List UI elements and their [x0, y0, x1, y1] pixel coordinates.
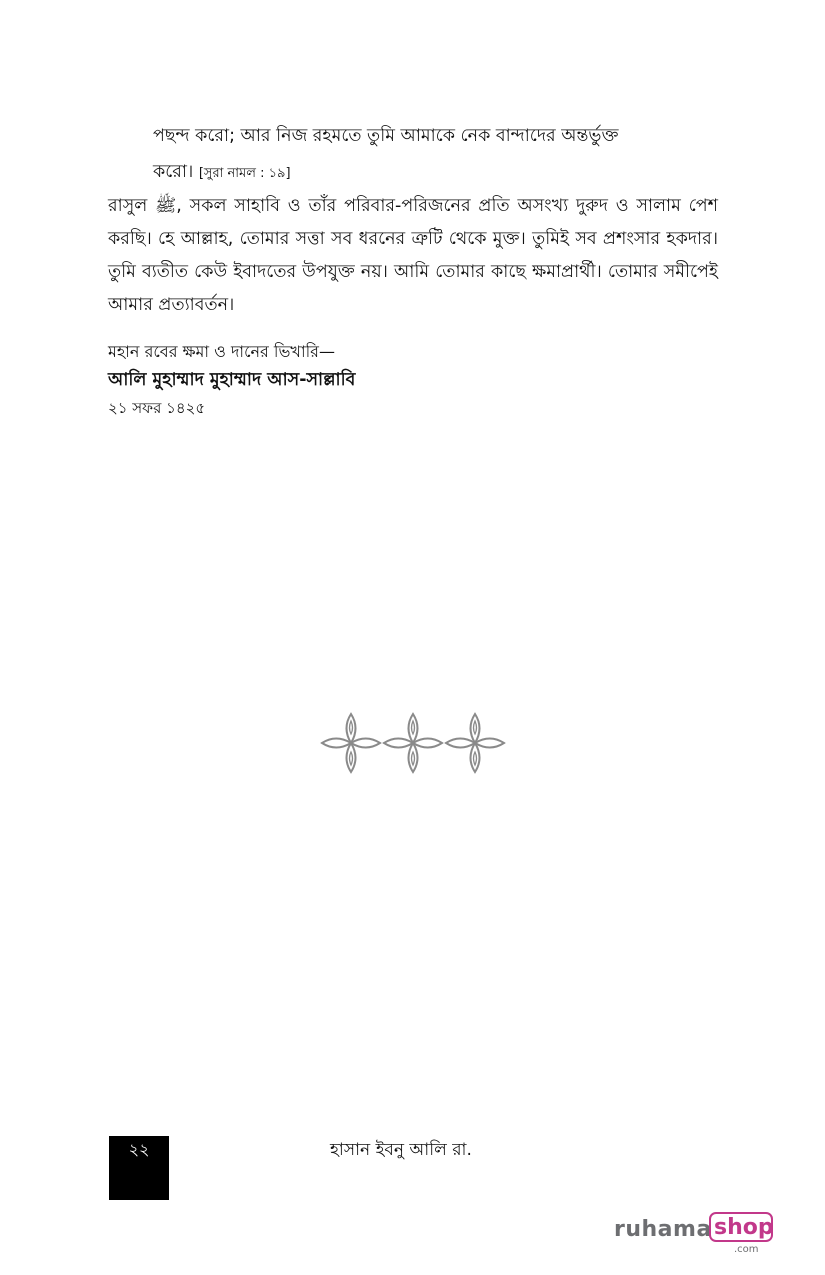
signature-date: ২১ সফর ১৪২৫ [108, 399, 206, 417]
page-number: ২২ [128, 1140, 150, 1159]
ruhamashop-logo [614, 1209, 784, 1264]
signature-intro: মহান রবের ক্ষমা ও দানের ভিখারি— [108, 342, 335, 361]
quote-line-2 [153, 154, 698, 192]
quote-citation: [সুরা নামল : ১৯] [198, 166, 291, 181]
body-paragraph: রাসুল ﷺ, সকল সাহাবি ও তাঁর পরিবার-পরিজনের প্রতি অসংখ্য দুরুদ ও সালাম পেশ করছি। হে আল্লাহ, তোমার সত্তা সব ধরনের ত্রুটি থেকে মুক্ত। তুমিই সব প্রশংসার হকদার। তুমি ব্যতীত কেউ ইবাদতের উপযুক্ত নয়। আমি তোমার কাছে ক্ষমাপ্রার্থী। তোমার সমীপেই আমার প্রত্যাবর্তন। [108, 196, 718, 315]
quran-quote [153, 118, 698, 192]
page-number-box [109, 1136, 169, 1200]
logo-dotcom-text: .com [734, 1244, 759, 1255]
quote-line-1: পছন্দ করো; আর নিজ রহমতে তুমি আমাকে নেক বান্দাদের অন্তর্ভুক্ত [153, 126, 619, 146]
author-name: আলি মুহাম্মাদ মুহাম্মাদ আস-সাল্লাবি [108, 370, 356, 390]
running-head: হাসান ইবনু আলি রা. [330, 1140, 472, 1160]
logo-shop-text: shop [714, 1215, 774, 1240]
signature-block [108, 338, 355, 422]
floral-divider-icon [320, 712, 506, 774]
logo-ruhama-text: ruhama [614, 1217, 712, 1242]
quote-line-2-text: করো। [153, 162, 194, 182]
